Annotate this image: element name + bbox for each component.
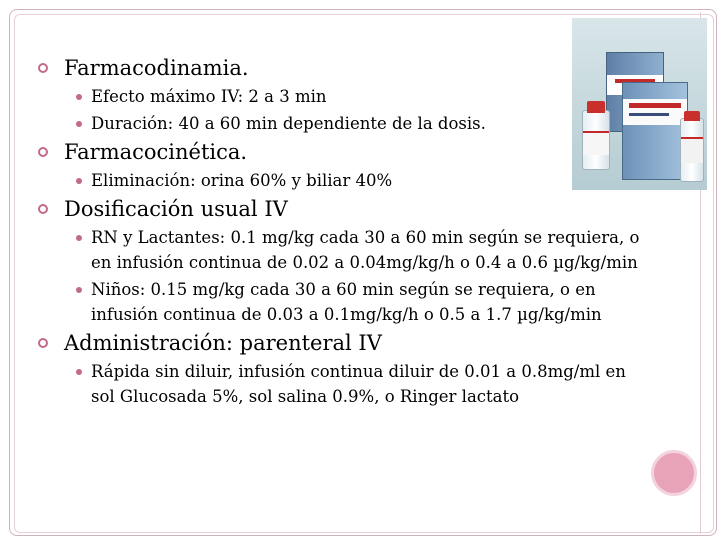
bullet-farmacocinetica — [38, 138, 678, 166]
filled-circle-bullet-icon — [76, 94, 82, 100]
sub-bullet-text: Duración: 40 a 60 min dependiente de la dosis. — [91, 114, 486, 133]
filled-circle-bullet-icon — [76, 178, 82, 184]
hollow-circle-bullet-icon — [38, 63, 48, 73]
filled-circle-bullet-icon — [76, 287, 82, 293]
bullet-dosificacion — [38, 195, 678, 223]
bullet-administracion — [38, 329, 678, 357]
sub-bullet — [38, 84, 678, 109]
filled-circle-bullet-icon — [76, 235, 82, 241]
bullet-text: Dosificación usual IV — [64, 197, 288, 221]
medication-vial-large — [680, 118, 704, 182]
sub-bullet-text: Eliminación: orina 60% y biliar 40% — [91, 171, 393, 190]
sub-bullet — [38, 225, 651, 275]
sub-bullet-text: Niños: 0.15 mg/kg cada 30 a 60 min según se requiera, o en infusión continua de 0.03 a 0.1mg/kg/h o 0.5 a 1.7 µg/kg/min — [91, 280, 602, 324]
filled-circle-bullet-icon — [76, 121, 82, 127]
slide-content — [38, 54, 678, 411]
sub-bullet — [38, 277, 651, 327]
hollow-circle-bullet-icon — [38, 147, 48, 157]
sub-bullet-text: Rápida sin diluir, infusión continua diluir de 0.01 a 0.8mg/ml en sol Glucosada 5%, sol salina 0.9%, o Ringer lactato — [91, 362, 626, 406]
bullet-text: Administración: parenteral IV — [64, 331, 382, 355]
sub-bullet — [38, 111, 678, 136]
sub-bullet — [38, 168, 678, 193]
sub-bullet-text: RN y Lactantes: 0.1 mg/kg cada 30 a 60 min según se requiera, o en infusión continua de 0.02 a 0.04mg/kg/h o 0.4 a 0.6 µg/kg/min — [91, 228, 640, 272]
hollow-circle-bullet-icon — [38, 204, 48, 214]
bullet-text: Farmacodinamia. — [64, 56, 249, 80]
filled-circle-bullet-icon — [76, 369, 82, 375]
bullet-text: Farmacocinética. — [64, 140, 248, 164]
decorative-circle — [651, 450, 697, 496]
hollow-circle-bullet-icon — [38, 338, 48, 348]
sub-bullet — [38, 359, 651, 409]
bullet-farmacodinamia — [38, 54, 678, 82]
sub-bullet-text: Efecto máximo IV: 2 a 3 min — [91, 87, 327, 106]
